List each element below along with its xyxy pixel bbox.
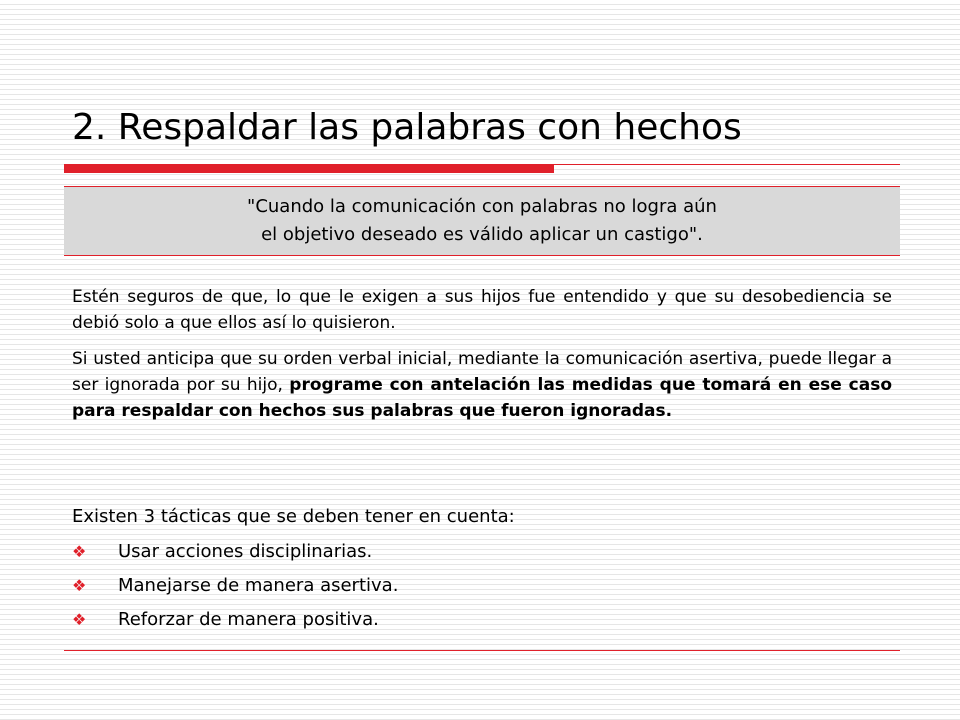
paragraph-1: Estén seguros de que, lo que le exigen a sus hijos fue entendido y que su desobediencia se debió solo a que ellos así lo quisieron. (72, 287, 892, 333)
diamond-bullet-icon: ❖ (72, 542, 87, 561)
quote-line-1: "Cuando la comunicación con palabras no logra aún (247, 196, 717, 217)
list-item-label: Manejarse de manera asertiva. (118, 575, 399, 596)
slide-title: 2. Respaldar las palabras con hechos (72, 107, 742, 148)
quote-box (64, 186, 900, 256)
paragraph-2 (72, 346, 892, 424)
bottom-divider (64, 650, 900, 651)
paragraph-2-text: Si usted anticipa que su orden verbal inicial, mediante la comunicación asertiva, puede llegar a ser ignorada por su hijo, (72, 349, 892, 395)
title-underline-thin (554, 164, 900, 165)
list-item-label: Usar acciones disciplinarias. (118, 541, 373, 562)
diamond-bullet-icon: ❖ (72, 610, 87, 629)
quote-line-2: el objetivo deseado es válido aplicar un castigo". (261, 224, 703, 245)
title-underline-thick (64, 164, 554, 173)
paragraph-2-bold-text: programe con antelación las medidas que tomará en ese caso para respaldar con hechos sus palabras que fueron ignoradas. (72, 375, 893, 421)
list-item-label: Reforzar de manera positiva. (118, 609, 379, 630)
tactics-intro: Existen 3 tácticas que se deben tener en cuenta: (72, 506, 515, 527)
diamond-bullet-icon: ❖ (72, 576, 87, 595)
